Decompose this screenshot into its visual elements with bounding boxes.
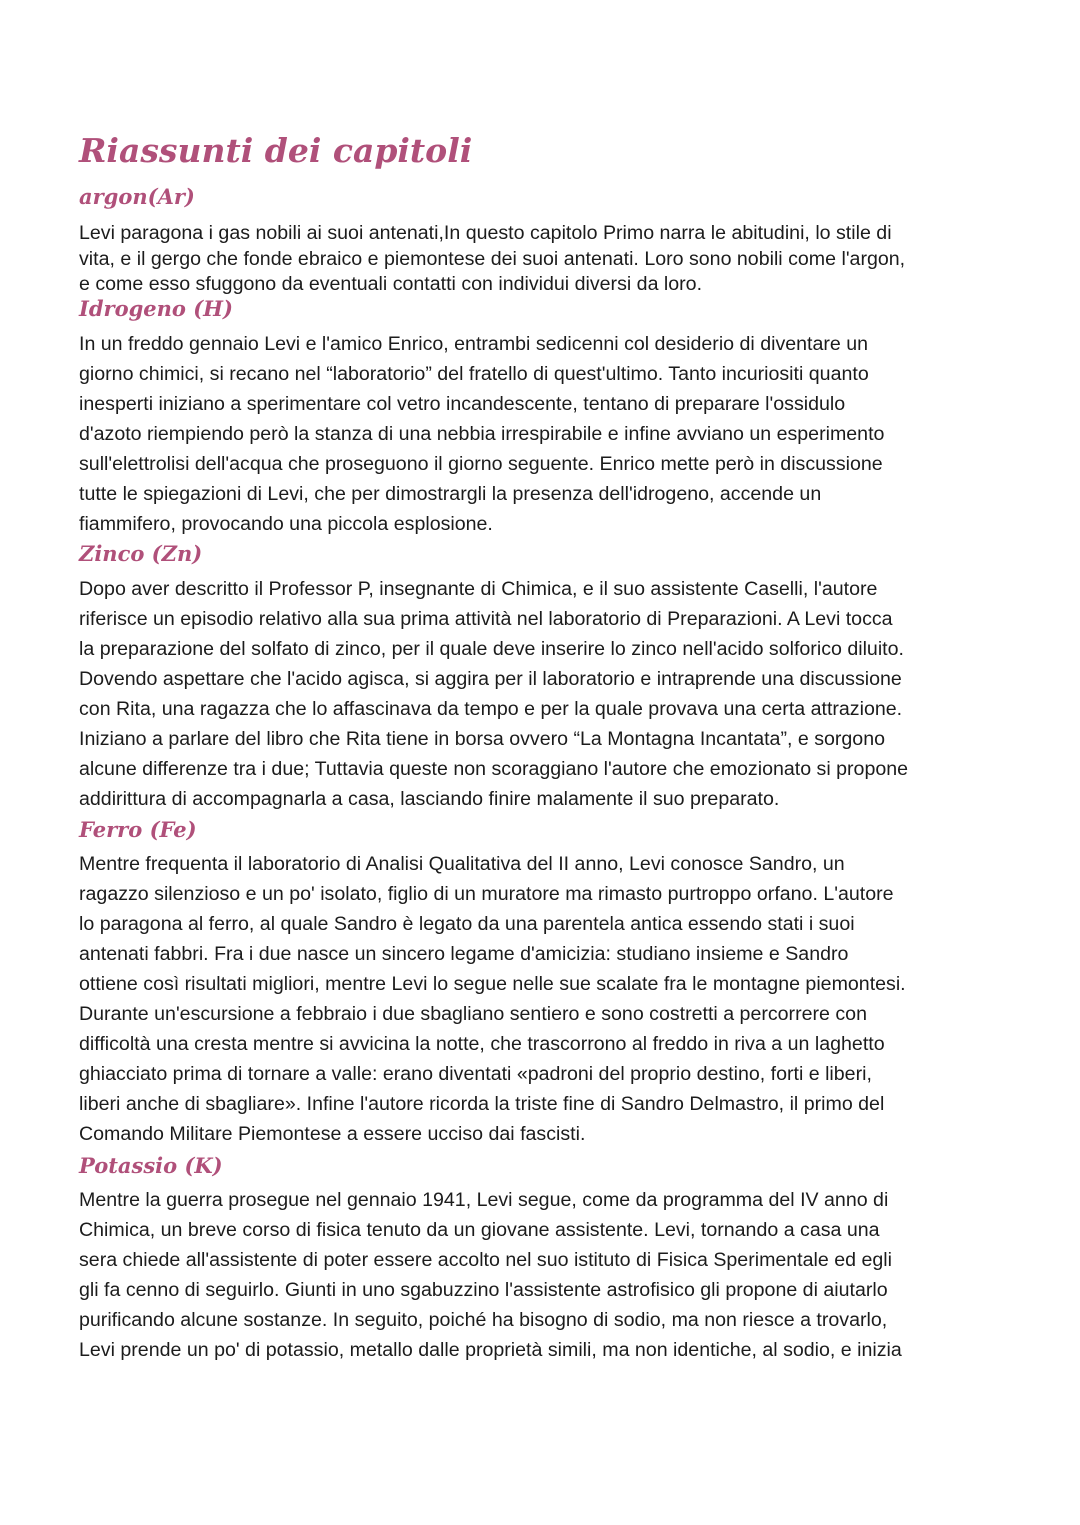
- paragraph-line: liberi anche di sbagliare». Infine l'autore ricorda la triste fine di Sandro Delmastro, il primo del: [79, 1093, 885, 1115]
- paragraph-line: sera chiede all'assistente di poter essere accolto nel suo istituto di Fisica Sperimentale ed egli: [79, 1249, 892, 1271]
- paragraph-line: ottiene così risultati migliori, mentre Levi lo segue nelle sue scalate fra le montagne piemontesi.: [79, 973, 906, 995]
- page-title: Riassunti dei capitoli: [79, 131, 473, 170]
- paragraph-line: d'azoto riempiendo però la stanza di una nebbia irrespirabile e infine avviano un esperimento: [79, 423, 885, 445]
- paragraph-line: Mentre frequenta il laboratorio di Analisi Qualitativa del II anno, Levi conosce Sandro, un: [79, 853, 845, 875]
- paragraph-line: giorno chimici, si recano nel “laboratorio” del fratello di quest'ultimo. Tanto incuriositi quanto: [79, 363, 869, 385]
- paragraph-line: inesperti iniziano a sperimentare col vetro incandescente, tentano di preparare l'ossidulo: [79, 393, 846, 415]
- paragraph-line: Dopo aver descritto il Professor P, insegnante di Chimica, e il suo assistente Caselli, l'autore: [79, 578, 878, 600]
- paragraph-line: e come esso sfuggono da eventuali contatti con individui diversi da loro.: [79, 273, 703, 295]
- paragraph-line: ragazzo silenzioso e un po' isolato, figlio di un muratore ma rimasto purtroppo orfano. L'autore: [79, 883, 894, 905]
- paragraph-line: vita, e il gergo che fonde ebraico e piemontese dei suoi antenati. Loro sono nobili come l'argon,: [79, 247, 906, 270]
- paragraph-line: Iniziano a parlare del libro che Rita tiene in borsa ovvero “La Montagna Incantata”, e sorgono: [79, 728, 886, 750]
- section-paragraph-idrogeno: [79, 329, 884, 539]
- paragraph-line: la preparazione del solfato di zinco, per il quale deve inserire lo zinco nell'acido solforico diluito.: [79, 638, 904, 660]
- paragraph-line: Chimica, un breve corso di fisica tenuto da un giovane assistente. Levi, tornando a casa una: [79, 1219, 880, 1241]
- paragraph-line: addirittura di accompagnarla a casa, lasciando finire malamente il suo preparato.: [79, 788, 780, 810]
- section-heading-ferro: Ferro (Fe): [79, 817, 197, 842]
- paragraph-line: fiammifero, provocando una piccola esplosione.: [79, 513, 493, 535]
- paragraph-line: lo paragona al ferro, al quale Sandro è legato da una parentela antica essendo stati i suoi: [79, 913, 855, 935]
- paragraph-line: Dovendo aspettare che l'acido agisca, si aggira per il laboratorio e intraprende una discussione: [79, 668, 902, 690]
- paragraph-line: Levi prende un po' di potassio, metallo dalle proprietà simili, ma non identiche, al sodio, e inizia: [79, 1339, 902, 1361]
- paragraph-line: Comando Militare Piemontese a essere ucciso dai fascisti.: [79, 1123, 586, 1145]
- paragraph-line: con Rita, una ragazza che lo affascinava da tempo e per la quale provava una certa attrazione.: [79, 698, 903, 720]
- paragraph-line: purificando alcune sostanze. In seguito, poiché ha bisogno di sodio, ma non riesce a trovarlo,: [79, 1309, 888, 1331]
- paragraph-line: alcune differenze tra i due; Tuttavia queste non scoraggiano l'autore che emozionato si propone: [79, 758, 909, 780]
- section-paragraph-argon: [79, 221, 905, 298]
- section-heading-idrogeno: Idrogeno (H): [79, 296, 233, 321]
- section-paragraph-potassio: [79, 1185, 902, 1365]
- paragraph-line: difficoltà una cresta mentre si avvicina la notte, che trascorrono al freddo in riva a un laghetto: [79, 1033, 885, 1055]
- paragraph-line: riferisce un episodio relativo alla sua prima attività nel laboratorio di Preparazioni. A Levi tocca: [79, 608, 893, 630]
- section-paragraph-ferro: [79, 849, 906, 1149]
- section-paragraph-zinco: [79, 574, 908, 814]
- paragraph-line: Mentre la guerra prosegue nel gennaio 1941, Levi segue, come da programma del IV anno di: [79, 1189, 889, 1211]
- paragraph-line: antenati fabbri. Fra i due nasce un sincero legame d'amicizia: studiano insieme e Sandro: [79, 943, 849, 965]
- paragraph-line: sull'elettrolisi dell'acqua che proseguono il giorno seguente. Enrico mette però in discussione: [79, 453, 883, 475]
- section-heading-zinco: Zinco (Zn): [79, 541, 203, 566]
- paragraph-line: Durante un'escursione a febbraio i due sbagliano sentiero e sono costretti a percorrere con: [79, 1003, 867, 1025]
- paragraph-line: Levi paragona i gas nobili ai suoi antenati,In questo capitolo Primo narra le abitudini, lo stile di: [79, 222, 892, 244]
- section-heading-potassio: Potassio (K): [79, 1153, 223, 1178]
- paragraph-line: In un freddo gennaio Levi e l'amico Enrico, entrambi sedicenni col desiderio di diventare un: [79, 333, 869, 355]
- paragraph-line: ghiacciato prima di tornare a valle: erano diventati «padroni del proprio destino, forti e liberi,: [79, 1063, 872, 1085]
- section-heading-argon: argon(Ar): [79, 184, 195, 209]
- paragraph-line: tutte le spiegazioni di Levi, che per dimostrargli la presenza dell'idrogeno, accende un: [79, 483, 822, 505]
- paragraph-line: gli fa cenno di seguirlo. Giunti in uno sgabuzzino l'assistente astrofisico gli propone di aiutarlo: [79, 1279, 888, 1301]
